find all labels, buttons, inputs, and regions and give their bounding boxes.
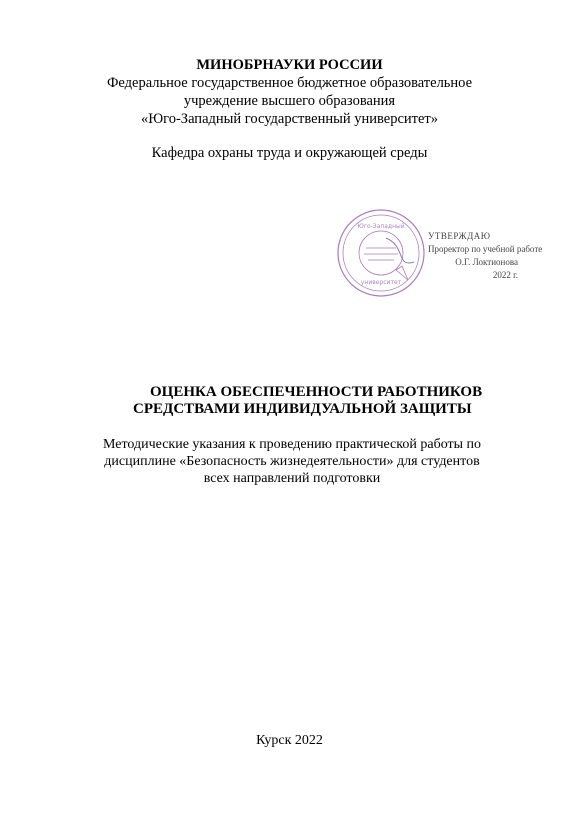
department-name: Кафедра охраны труда и окружающей среды [151,145,428,161]
organization-line-3: «Юго-Западный государственный университет» [140,111,439,127]
approver-position: Проректор по учебной работе [428,244,543,254]
title-page-header [0,56,579,162]
approve-word: УТВЕРЖДАЮ [428,231,491,241]
description-line-3: всех направлений подготовки [203,471,381,486]
organization-line-2: учреждение высшего образования [183,93,396,109]
approver-name: О.Г. Локтионова [455,257,518,267]
approval-block [336,208,543,298]
university-seal-stamp [336,208,426,298]
title-line-1: ОЦЕНКА ОБЕСПЕЧЕННОСТИ РАБОТНИКОВ [150,384,483,400]
title-line-2: СРЕДСТВАМИ ИНДИВИДУАЛЬНОЙ ЗАЩИТЫ [133,401,472,417]
ministry-name: МИНОБРНАУКИ РОССИИ [196,57,383,73]
city-year: Курск 2022 [256,733,323,748]
organization-line-1: Федеральное государственное бюджетное образовательное [106,75,473,91]
svg-text:университет: университет [360,279,402,286]
svg-text:Юго-Западный: Юго-Западный [357,223,405,230]
description-line-1: Методические указания к проведению практической работы по [102,437,482,452]
document-description [90,436,494,487]
approval-year: 2022 г. [492,270,518,280]
approval-text [428,230,543,282]
description-line-2: дисциплине «Безопасность жизнедеятельности» для студентов [104,454,480,469]
document-title [100,384,500,418]
